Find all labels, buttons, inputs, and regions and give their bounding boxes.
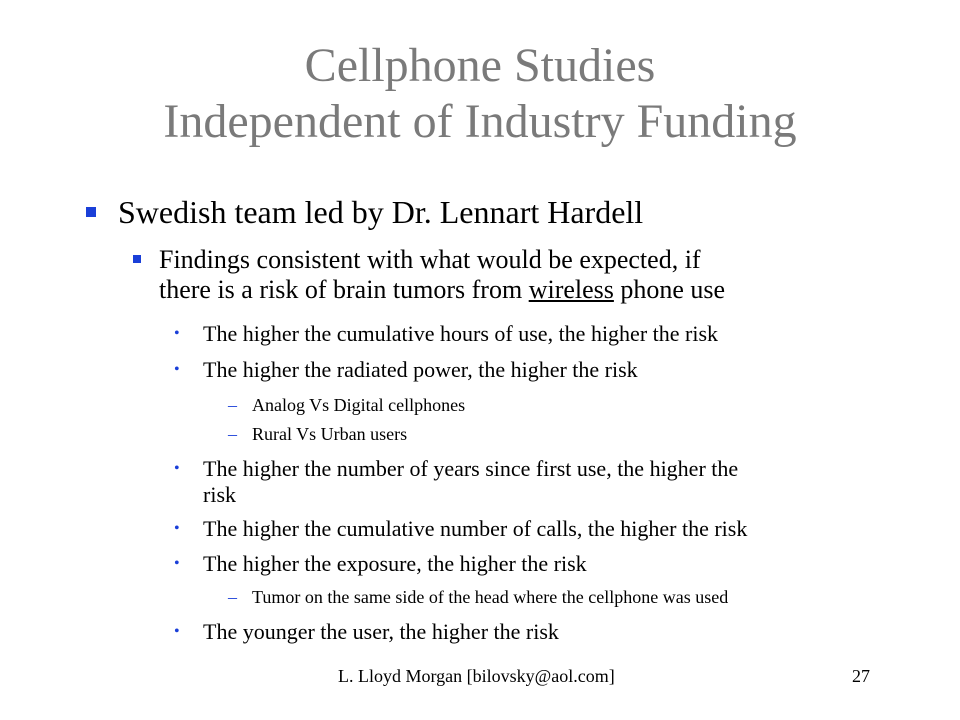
dot-bullet-icon: •	[174, 623, 180, 640]
list-item-text: The higher the radiated power, the higher the risk	[203, 357, 638, 382]
list-item-text: The higher the number of years since first use, the higher the	[203, 456, 739, 481]
sub-list-item: Rural Vs Urban users	[252, 424, 408, 444]
square-bullet-icon	[133, 255, 141, 263]
findings-line-2	[159, 275, 725, 305]
list-item	[203, 516, 747, 542]
title-line-2: Independent of Industry Funding	[163, 95, 797, 148]
list-item	[203, 321, 718, 347]
sub-list-item: Tumor on the same side of the head where the cellphone was used	[252, 587, 729, 607]
list-item-text-continued: risk	[203, 482, 236, 507]
dot-bullet-icon: •	[174, 460, 180, 477]
list-item	[203, 357, 638, 383]
bullet-main: Swedish team led by Dr. Lennart Hardell	[118, 194, 644, 230]
list-item	[203, 456, 738, 508]
list-item	[203, 551, 587, 577]
bullet-findings	[159, 245, 725, 305]
dash-bullet-icon: –	[228, 395, 237, 415]
findings-underlined-word: wireless	[528, 275, 614, 304]
square-bullet-icon	[86, 207, 96, 217]
footer-author: L. Lloyd Morgan [bilovsky@aol.com]	[338, 666, 615, 686]
findings-text-before: there is a risk of brain tumors from	[159, 275, 529, 304]
list-item-text: The higher the exposure, the higher the risk	[203, 551, 587, 576]
title-line-1: Cellphone Studies	[304, 39, 656, 92]
list-item	[203, 619, 559, 645]
dash-bullet-icon: –	[228, 424, 237, 444]
findings-line-1: Findings consistent with what would be expected, if	[159, 245, 701, 274]
findings-text-after: phone use	[613, 275, 726, 304]
list-item-text: The higher the cumulative number of calls, the higher the risk	[203, 516, 748, 541]
dot-bullet-icon: •	[174, 325, 180, 342]
sub-list-item: Analog Vs Digital cellphones	[252, 395, 466, 415]
dot-bullet-icon: •	[174, 361, 180, 378]
dash-bullet-icon: –	[228, 587, 237, 607]
dot-bullet-icon: •	[174, 520, 180, 537]
page-number: 27	[852, 666, 870, 686]
list-item-text: The younger the user, the higher the risk	[203, 619, 559, 644]
dot-bullet-icon: •	[174, 555, 180, 572]
list-item-text: The higher the cumulative hours of use, the higher the risk	[203, 321, 719, 346]
